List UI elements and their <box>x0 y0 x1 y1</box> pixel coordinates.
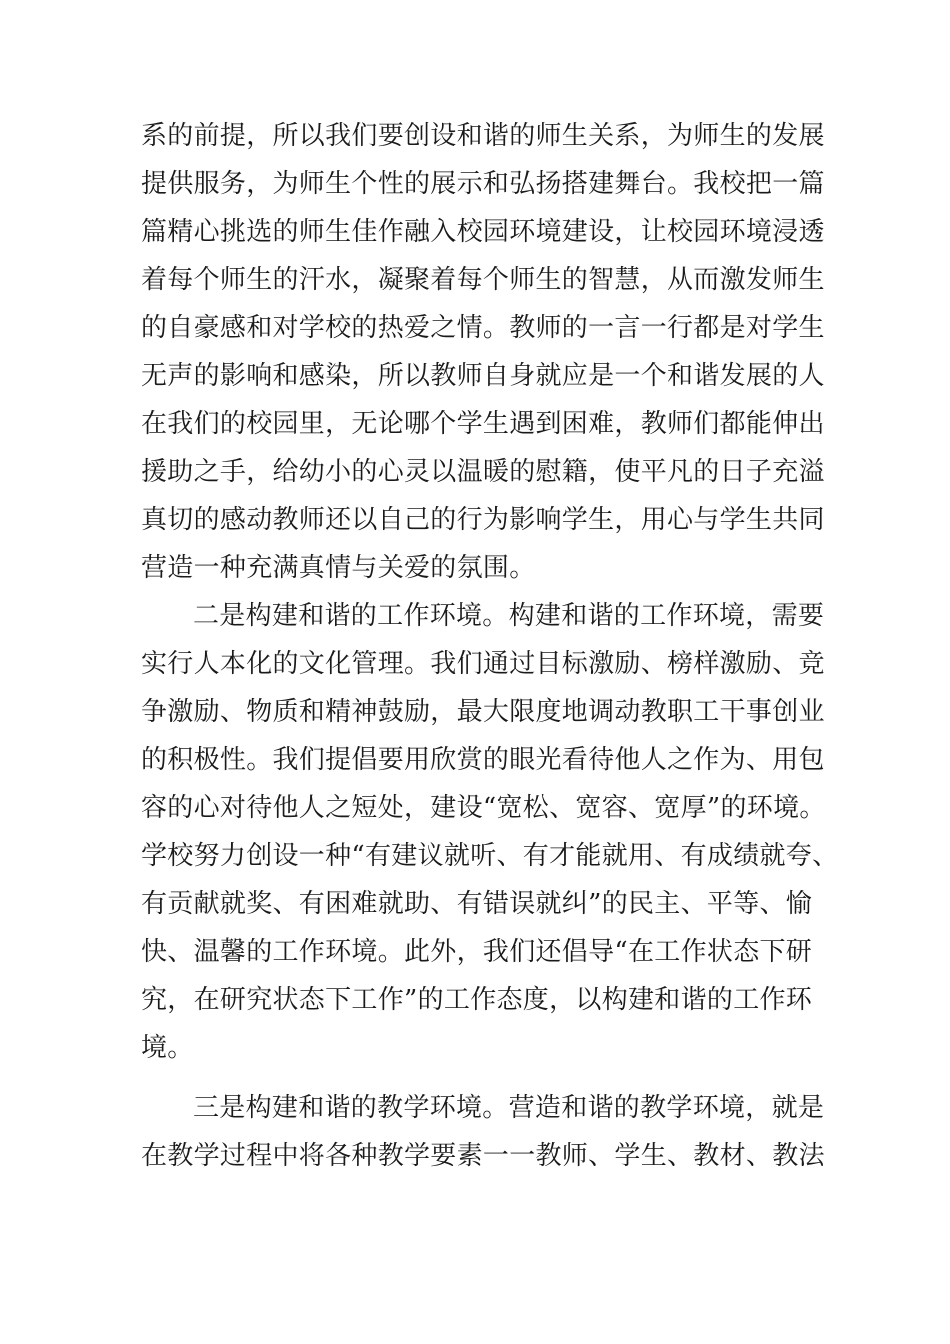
paragraph <box>141 592 841 1072</box>
text-line: 系的前提，所以我们要创设和谐的师生关系，为师生的发展 <box>141 121 825 151</box>
paragraph-spacer <box>141 1072 841 1084</box>
text-line: 营造一种充满真情与关爱的氛围。 <box>141 553 536 583</box>
text-line: 三是构建和谐的教学环境。营造和谐的教学环境，就是 <box>193 1093 825 1123</box>
text-line: 有贡献就奖、有困难就助、有错误就纠”的民主、平等、愉 <box>141 889 813 919</box>
text-line: 实行人本化的文化管理。我们通过目标激励、榜样激励、竞 <box>141 649 825 679</box>
text-line: 究，在研究状态下工作”的工作态度，以构建和谐的工作环 <box>141 985 813 1015</box>
text-line: 着每个师生的汗水，凝聚着每个师生的智慧，从而激发师生 <box>141 265 825 295</box>
text-line: 的自豪感和对学校的热爱之情。教师的一言一行都是对学生 <box>141 313 825 343</box>
text-line: 争激励、物质和精神鼓励，最大限度地调动教职工干事创业 <box>141 697 825 727</box>
text-line: 境。 <box>141 1033 194 1063</box>
text-line: 无声的影响和感染，所以教师自身就应是一个和谐发展的人 <box>141 361 825 391</box>
text-line: 在教学过程中将各种教学要素一一教师、学生、教材、教法 <box>141 1141 825 1171</box>
paragraph <box>141 1084 841 1180</box>
paragraph <box>141 112 841 592</box>
text-line: 篇精心挑选的师生佳作融入校园环境建设，让校园环境浸透 <box>141 217 825 247</box>
text-line: 二是构建和谐的工作环境。构建和谐的工作环境，需要 <box>193 601 825 631</box>
text-line: 学校努力创设一种“有建议就听、有才能就用、有成绩就夸、 <box>141 841 839 871</box>
text-line: 的积极性。我们提倡要用欣赏的眼光看待他人之作为、用包 <box>141 745 825 775</box>
text-line: 真切的感动教师还以自己的行为影响学生，用心与学生共同 <box>141 505 825 535</box>
text-line: 快、温馨的工作环境。此外，我们还倡导“在工作状态下研 <box>141 937 813 967</box>
document-body <box>141 112 841 1180</box>
text-line: 在我们的校园里，无论哪个学生遇到困难，教师们都能伸出 <box>141 409 825 439</box>
text-line: 容的心对待他人之短处，建设“宽松、宽容、宽厚”的环境。 <box>141 793 826 823</box>
text-line: 援助之手，给幼小的心灵以温暖的慰籍，使平凡的日子充溢 <box>141 457 825 487</box>
text-line: 提供服务，为师生个性的展示和弘扬搭建舞台。我校把一篇 <box>141 169 825 199</box>
